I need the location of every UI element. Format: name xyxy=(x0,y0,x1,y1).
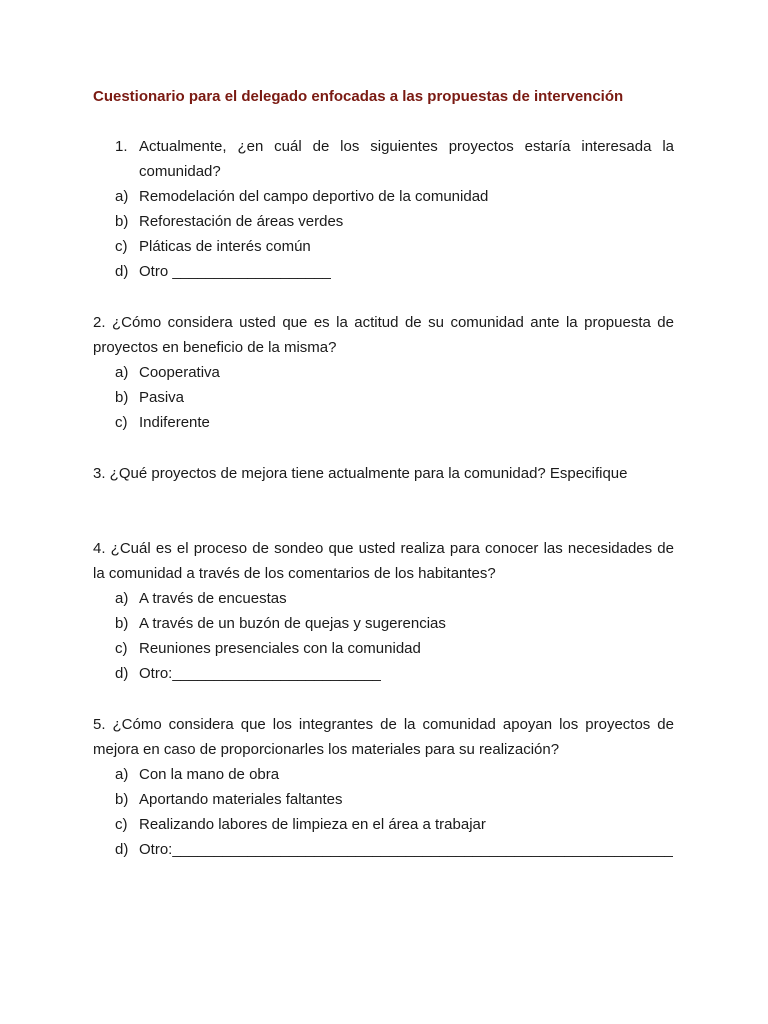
question-3-text: 3. ¿Qué proyectos de mejora tiene actualmente para la comunidad? Especifique xyxy=(93,465,628,482)
document-title: Cuestionario para el delegado enfocadas a las propuestas de intervención xyxy=(93,88,624,105)
question-1-text: Actualmente, ¿en cuál de los siguientes proyectos estaría interesada la comunidad? xyxy=(139,138,674,180)
option-text: Pláticas de interés común xyxy=(139,238,311,255)
option-letter: b) xyxy=(115,389,129,406)
option-letter: c) xyxy=(115,414,128,431)
option-text: Reforestación de áreas verdes xyxy=(139,213,344,230)
option-text: Pasiva xyxy=(139,389,185,406)
option-text: Otro ___________________ xyxy=(139,263,331,280)
option-text: A través de un buzón de quejas y sugerencias xyxy=(139,615,446,632)
document-page xyxy=(93,0,674,1024)
option-letter: b) xyxy=(115,615,129,632)
option-text: A través de encuestas xyxy=(139,590,287,607)
option-letter: b) xyxy=(115,213,129,230)
option-text: Otro:_________________________ xyxy=(139,665,381,682)
option-text: Realizando labores de limpieza en el área a trabajar xyxy=(139,816,486,833)
option-letter: d) xyxy=(115,263,129,280)
option-letter: c) xyxy=(115,238,128,255)
option-letter: a) xyxy=(115,364,129,381)
option-letter: a) xyxy=(115,766,129,783)
option-text: Aportando materiales faltantes xyxy=(139,791,343,808)
option-letter: a) xyxy=(115,590,129,607)
question-1-number: 1. xyxy=(115,138,128,155)
option-letter: c) xyxy=(115,816,128,833)
question-4-text: 4. ¿Cuál es el proceso de sondeo que usted realiza para conocer las necesidades de la comunidad a través de los comentarios de los habitantes? xyxy=(93,540,674,582)
option-letter: d) xyxy=(115,841,129,858)
option-text: Otro:____________________________________________________________ xyxy=(139,841,673,858)
option-text: Remodelación del campo deportivo de la comunidad xyxy=(139,188,489,205)
option-letter: c) xyxy=(115,640,128,657)
question-1 xyxy=(93,134,674,184)
option-text: Cooperativa xyxy=(139,364,220,381)
option-text: Indiferente xyxy=(139,414,210,431)
option-text: Con la mano de obra xyxy=(139,766,280,783)
question-5-text: 5. ¿Cómo considera que los integrantes de la comunidad apoyan los proyectos de mejora en caso de proporcionarles los materiales para su realización? xyxy=(93,716,674,758)
option-text: Reuniones presenciales con la comunidad xyxy=(139,640,421,657)
option-letter: b) xyxy=(115,791,129,808)
option-letter: d) xyxy=(115,665,129,682)
option-letter: a) xyxy=(115,188,129,205)
question-2-text: 2. ¿Cómo considera usted que es la actitud de su comunidad ante la propuesta de proyectos en beneficio de la misma? xyxy=(93,314,674,356)
